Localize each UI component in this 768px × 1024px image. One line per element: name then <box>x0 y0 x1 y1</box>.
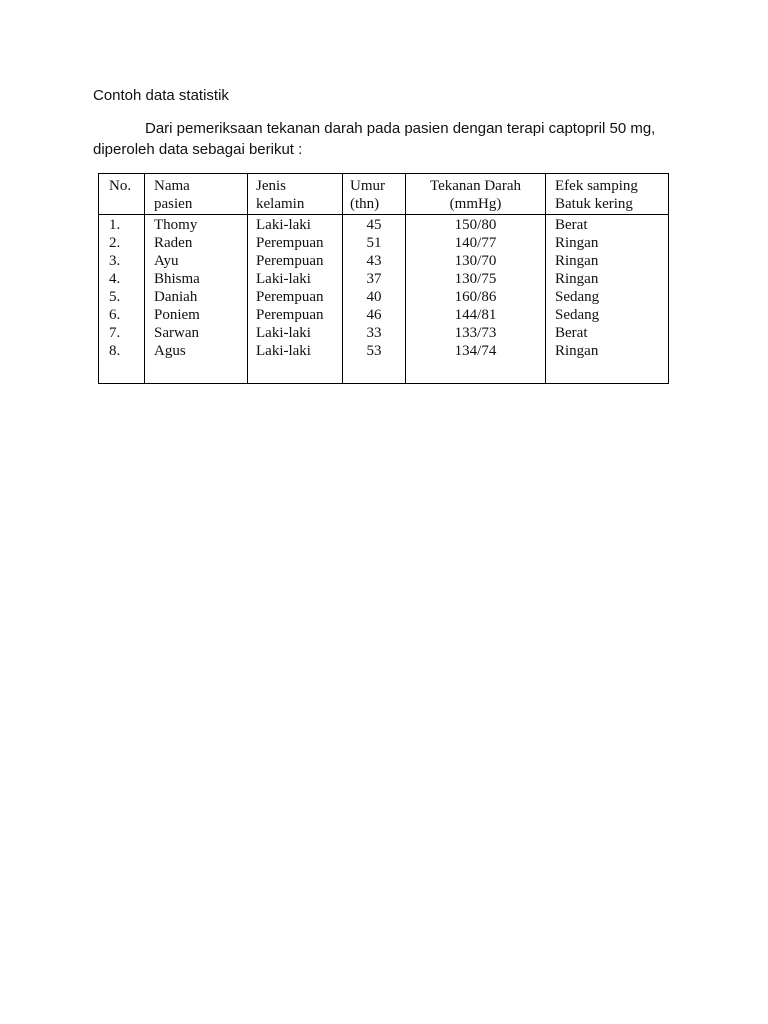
cell-no: 1. <box>109 217 121 233</box>
intro-line-1: Dari pemeriksaan tekanan darah pada pasien dengan terapi captopril 50 mg, <box>145 120 656 137</box>
cell-efek-samping: Ringan <box>555 271 599 287</box>
cell-nama: Ayu <box>154 253 179 269</box>
cell-efek-samping: Ringan <box>555 253 599 269</box>
cell-no: 7. <box>109 325 121 341</box>
cell-nama: Daniah <box>154 289 198 305</box>
cell-jenis-kelamin: Perempuan <box>256 235 324 251</box>
cell-nama: Agus <box>154 343 186 359</box>
header-divider <box>99 214 668 215</box>
header-no: No. <box>109 178 132 194</box>
cell-efek-samping: Ringan <box>555 235 599 251</box>
cell-efek-samping: Berat <box>555 325 588 341</box>
cell-nama: Thomy <box>154 217 198 233</box>
header-efek-samping: Efek samping Batuk kering <box>555 178 638 212</box>
cell-jenis-kelamin: Laki-laki <box>256 343 311 359</box>
cell-tekanan-darah: 130/70 <box>454 253 497 269</box>
cell-jenis-kelamin: Laki-laki <box>256 217 311 233</box>
cell-umur: 53 <box>366 343 382 359</box>
cell-nama: Sarwan <box>154 325 199 341</box>
header-tekanan-darah: Tekanan Darah (mmHg) <box>430 178 521 212</box>
cell-efek-samping: Sedang <box>555 307 600 323</box>
cell-tekanan-darah: 144/81 <box>454 307 497 323</box>
cell-umur: 40 <box>366 289 382 305</box>
cell-nama: Raden <box>154 235 193 251</box>
cell-efek-samping: Sedang <box>555 289 600 305</box>
cell-umur: 33 <box>366 325 382 341</box>
column-divider <box>247 174 248 383</box>
header-nama-pasien: Nama pasien <box>154 178 193 212</box>
cell-jenis-kelamin: Perempuan <box>256 307 324 323</box>
intro-paragraph <box>93 118 673 160</box>
cell-jenis-kelamin: Perempuan <box>256 289 324 305</box>
cell-umur: 51 <box>366 235 382 251</box>
column-divider <box>545 174 546 383</box>
cell-tekanan-darah: 150/80 <box>454 217 497 233</box>
cell-no: 8. <box>109 343 121 359</box>
cell-jenis-kelamin: Perempuan <box>256 253 324 269</box>
cell-tekanan-darah: 160/86 <box>454 289 497 305</box>
cell-jenis-kelamin: Laki-laki <box>256 325 311 341</box>
cell-efek-samping: Ringan <box>555 343 599 359</box>
cell-nama: Poniem <box>154 307 200 323</box>
cell-umur: 46 <box>366 307 382 323</box>
cell-no: 6. <box>109 307 121 323</box>
cell-jenis-kelamin: Laki-laki <box>256 271 311 287</box>
cell-umur: 45 <box>366 217 382 233</box>
intro-line-2: diperoleh data sebagai berikut : <box>93 141 303 158</box>
document-heading: Contoh data statistik <box>93 87 229 104</box>
cell-tekanan-darah: 140/77 <box>454 235 497 251</box>
column-divider <box>342 174 343 383</box>
cell-no: 4. <box>109 271 121 287</box>
cell-efek-samping: Berat <box>555 217 588 233</box>
header-umur: Umur (thn) <box>350 178 385 212</box>
blood-pressure-table <box>98 173 669 384</box>
cell-umur: 37 <box>366 271 382 287</box>
cell-umur: 43 <box>366 253 382 269</box>
header-jenis-kelamin: Jenis kelamin <box>256 178 305 212</box>
cell-nama: Bhisma <box>154 271 200 287</box>
cell-tekanan-darah: 133/73 <box>454 325 497 341</box>
column-divider <box>144 174 145 383</box>
cell-tekanan-darah: 130/75 <box>454 271 497 287</box>
cell-tekanan-darah: 134/74 <box>454 343 497 359</box>
cell-no: 2. <box>109 235 121 251</box>
cell-no: 5. <box>109 289 121 305</box>
cell-no: 3. <box>109 253 121 269</box>
